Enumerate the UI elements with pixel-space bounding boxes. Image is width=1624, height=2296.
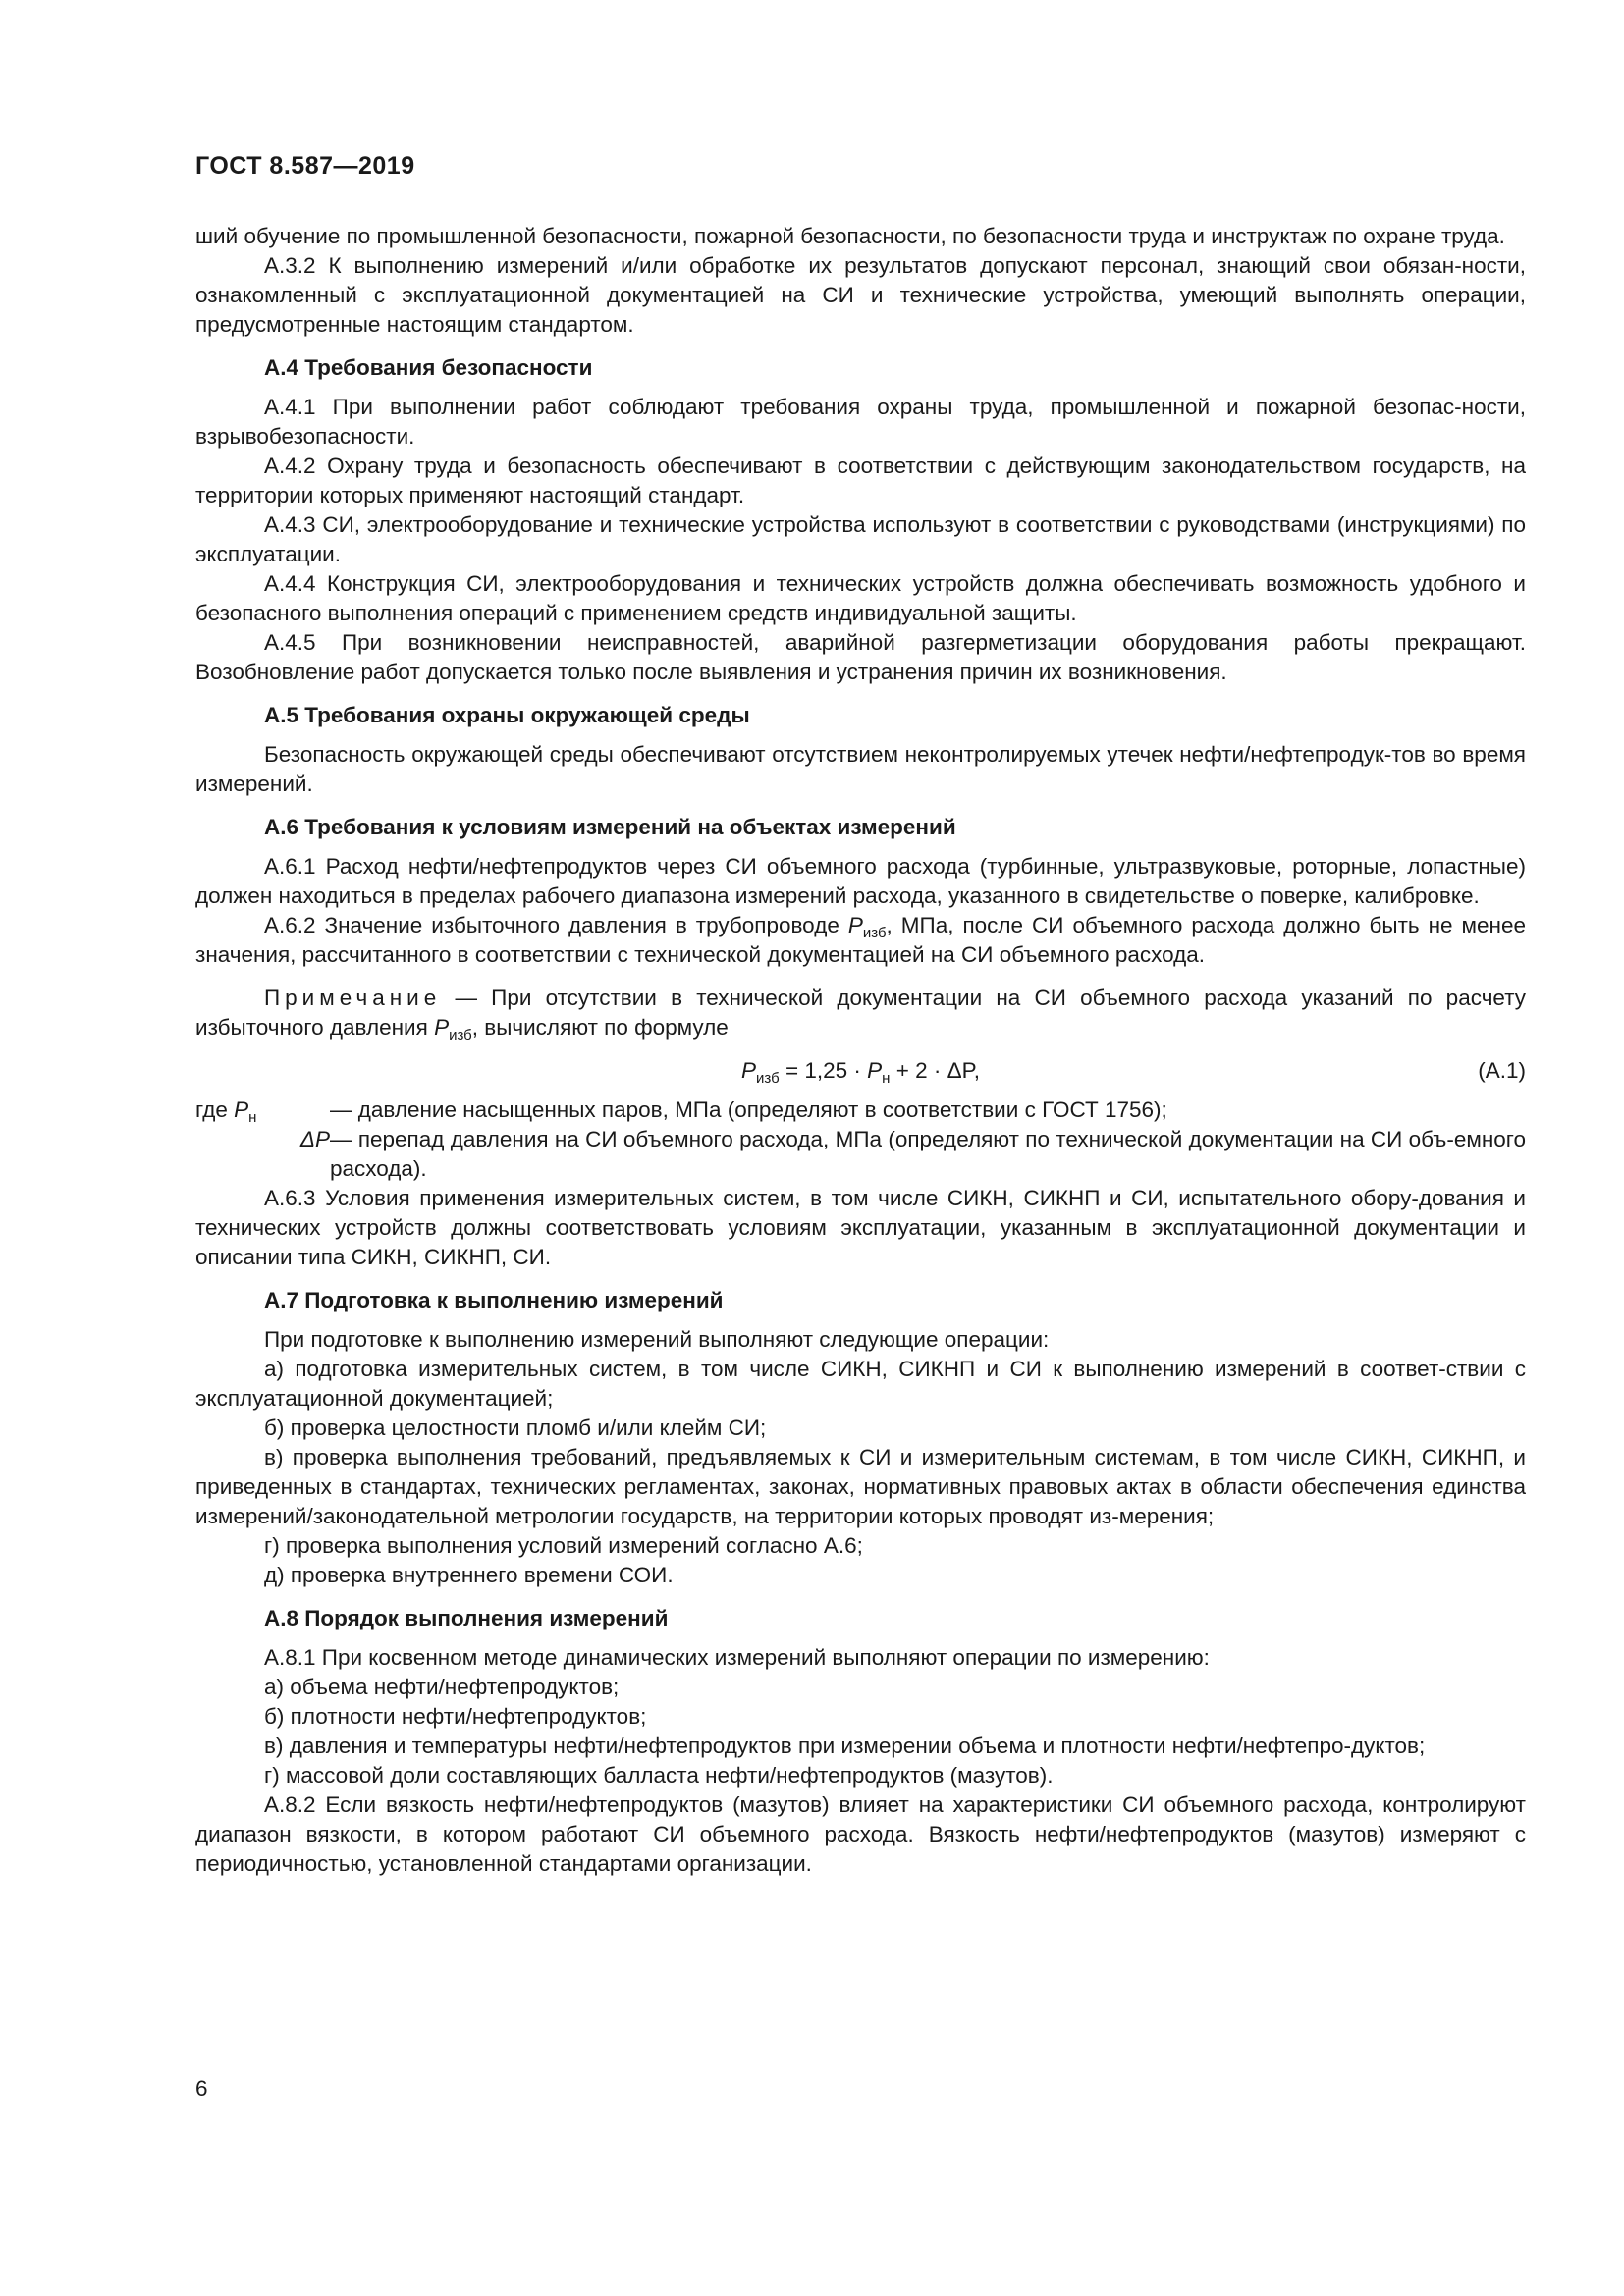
note-label: Примечание bbox=[264, 986, 442, 1010]
paragraph-a42: А.4.2 Охрану труда и безопасность обеспечивают в соответствии с действующим законодательством государств, на территории которых применяют настоящий стандарт. bbox=[195, 454, 1526, 507]
list-item-a7-b: б) проверка целостности пломб и/или клейм СИ; bbox=[264, 1415, 767, 1440]
list-item-a7-g: г) проверка выполнения условий измерений согласно А.6; bbox=[264, 1533, 863, 1558]
formula-a1 bbox=[195, 1048, 1526, 1095]
paragraph-a31-continued: ший обучение по промышленной безопасности, пожарной безопасности, по безопасности труда и инструктаж по охране труда. bbox=[195, 224, 1505, 248]
heading-a6: А.6 Требования к условиям измерений на объектах измерений bbox=[264, 815, 956, 839]
formula-expression: $P_{изб} = 1,25 \cdot P_н + 2 \cdot \Delta P$, bbox=[741, 1058, 980, 1087]
list-item-a7-d: д) проверка внутреннего времени СОИ. bbox=[264, 1563, 674, 1587]
paragraph-a81: А.8.1 При косвенном методе динамических измерений выполняют операции по измерению: bbox=[264, 1645, 1210, 1670]
document-code: ГОСТ 8.587—2019 bbox=[195, 152, 415, 180]
paragraph-a61: А.6.1 Расход нефти/нефтепродуктов через СИ объемного расхода (турбинные, ультразвуковые, роторные, лопастные) должен находиться в пределах рабочего диапазона измерений расхода, указанного в свидетельстве о поверке, калибровке. bbox=[195, 854, 1526, 908]
paragraph-a43: А.4.3 СИ, электрооборудование и технические устройства используют в соответствии с руководствами (инструкциями) по эксплуатации. bbox=[195, 512, 1526, 566]
note-paragraph: Примечание — При отсутствии в технической документации на СИ объемного расхода указаний по расчету избыточного давления $P_{изб}$, вычисляют по формуле bbox=[195, 986, 1526, 1043]
list-item-a8-b: б) плотности нефти/нефтепродуктов; bbox=[264, 1704, 647, 1729]
list-item-a8-v: в) давления и температуры нефти/нефтепродуктов при измерении объема и плотности нефти/нефтепро-дуктов; bbox=[264, 1734, 1426, 1758]
paragraph-a5: Безопасность окружающей среды обеспечивают отсутствием неконтролируемых утечек нефти/нефтепродук-тов во время измерений. bbox=[195, 742, 1526, 796]
page-number: 6 bbox=[195, 2076, 208, 2101]
paragraph-a45: А.4.5 При возникновении неисправностей, аварийной разгерметизации оборудования работы прекращают. Возобновление работ допускается только после выявления и устранения причин их возникновения. bbox=[195, 630, 1526, 684]
list-item-a7-a: а) подготовка измерительных систем, в том числе СИКН, СИКНП и СИ к выполнению измерений в соответ-ствии с эксплуатационной документацией; bbox=[195, 1357, 1526, 1411]
paragraph-a82: А.8.2 Если вязкость нефти/нефтепродуктов (мазутов) влияет на характеристики СИ объемного расхода, контролируют диапазон вязкости, в котором работают СИ объемного расхода. Вязкость нефти/нефтепродуктов (мазутов) измеряют с периодичностью, установленной стандартами организации. bbox=[195, 1792, 1526, 1876]
list-item-a8-g: г) массовой доли составляющих балласта нефти/нефтепродуктов (мазутов). bbox=[264, 1763, 1054, 1788]
heading-a5: А.5 Требования охраны окружающей среды bbox=[264, 703, 750, 727]
page-body bbox=[195, 222, 1526, 1879]
paragraph-a62: А.6.2 Значение избыточного давления в трубопроводе $P_{изб}$, МПа, после СИ объемного расхода должно быть не менее значения, рассчитанного в соответствии с технической документацией на СИ объемного расхода. bbox=[195, 913, 1526, 967]
heading-a4: А.4 Требования безопасности bbox=[264, 355, 593, 380]
list-item-a8-a: а) объема нефти/нефтепродуктов; bbox=[264, 1675, 620, 1699]
paragraph-a44: А.4.4 Конструкция СИ, электрооборудования и технических устройств должна обеспечивать возможность удобного и безопасного выполнения операций с применением средств индивидуальной защиты. bbox=[195, 571, 1526, 625]
definition-delta-p: ΔP — перепад давления на СИ объемного расхода, МПа (определяют по технической документации на СИ объ-емного расхода). bbox=[299, 1127, 1526, 1181]
paragraph-a63: А.6.3 Условия применения измерительных систем, в том числе СИКН, СИКНП и СИ, испытательного обору-дования и технических устройств должны соответствовать условиям эксплуатации, указанным в эксплуатационной документации и описании типа СИКН, СИКНП, СИ. bbox=[195, 1186, 1526, 1269]
paragraph-a7-intro: При подготовке к выполнению измерений выполняют следующие операции: bbox=[264, 1327, 1050, 1352]
definition-pn: где $P_н$ — давление насыщенных паров, МПа (определяют в соответствии с ГОСТ 1756); bbox=[195, 1097, 1167, 1126]
formula-number: (А.1) bbox=[1478, 1058, 1526, 1083]
paragraph-a41: А.4.1 При выполнении работ соблюдают требования охраны труда, промышленной и пожарной безопас-ности, взрывобезопасности. bbox=[195, 395, 1526, 449]
list-item-a7-v: в) проверка выполнения требований, предъявляемых к СИ и измерительным системам, в том числе СИКН, СИКНП, и приведенных в стандартах, технических регламентах, законах, нормативных правовых актах в области обеспечения единства измерений/законодательной метрологии государств, на территории которых проводят из-мерения; bbox=[195, 1445, 1526, 1528]
heading-a8: А.8 Порядок выполнения измерений bbox=[264, 1606, 669, 1630]
paragraph-a32: А.3.2 К выполнению измерений и/или обработке их результатов допускают персонал, знающий свои обязан-ности, ознакомленный с эксплуатационной документацией на СИ и технические устройства, умеющий выполнять операции, предусмотренные настоящим стандартом. bbox=[195, 253, 1526, 337]
heading-a7: А.7 Подготовка к выполнению измерений bbox=[264, 1288, 724, 1312]
